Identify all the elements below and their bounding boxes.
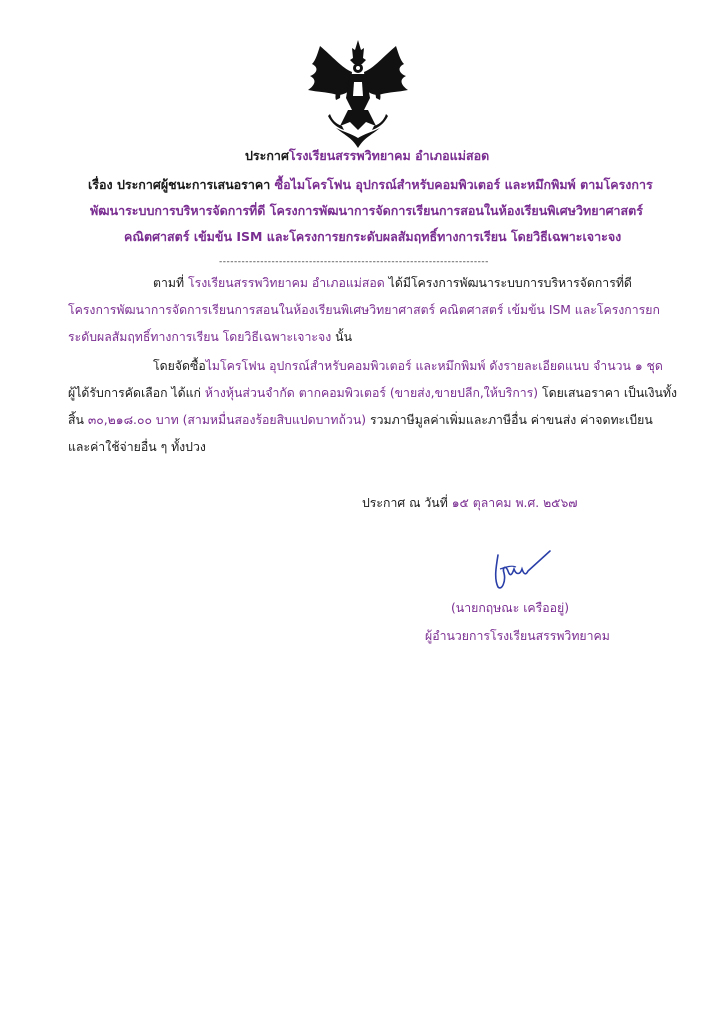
announce-date: ๑๕ ตุลาคม พ.ศ. ๒๕๖๗ bbox=[451, 496, 578, 510]
signature-icon bbox=[480, 545, 560, 593]
separator-line: ------------------------------------------------------------------------ bbox=[219, 257, 489, 267]
para2-line-2-a: ผู้ได้รับการคัดเลือก ได้แก่ bbox=[68, 386, 201, 400]
signer-name: (นายกฤษณะ เครืออยู่) bbox=[451, 601, 570, 615]
subject-line-1-text: ซื้อไมโครโฟน อุปกรณ์สำหรับคอมพิวเตอร์ และหมึกพิมพ์ ตามโครงการ bbox=[274, 177, 653, 192]
para2-line-4: และค่าใช้จ่ายอื่น ๆ ทั้งปวง bbox=[68, 440, 206, 454]
para1-intro: ตามที่ bbox=[153, 276, 185, 290]
para2-line-3 bbox=[68, 411, 653, 430]
para1-school: โรงเรียนสรรพวิทยาคม อำเภอแม่สอด bbox=[188, 276, 385, 290]
para2-intro: โดยจัดซื้อ bbox=[153, 359, 206, 373]
para2-line-3-b: รวมภาษีมูลค่าเพิ่มและภาษีอื่น ค่าขนส่ง ค่าจดทะเบียน bbox=[369, 413, 653, 427]
para1-rest: ได้มีโครงการพัฒนาระบบการบริหารจัดการที่ดี bbox=[388, 276, 632, 290]
para2-line-2 bbox=[68, 384, 677, 403]
para1-line-3-text: ระดับผลสัมฤทธิ์ทางการเรียน โดยวิธีเฉพาะเจาะจง bbox=[68, 330, 332, 344]
para2-line-2-b: โดยเสนอราคา เป็นเงินทั้ง bbox=[542, 386, 677, 400]
subject-line-2: พัฒนาระบบการบริหารจัดการที่ดี โครงการพัฒนาการจัดการเรียนการสอนในห้องเรียนพิเศษวิทยาศาสตร์ bbox=[90, 203, 643, 218]
para2-amount: ๓๐,๒๑๘.๐๐ บาท (สามหมื่นสองร้อยสิบแปดบาทถ้วน) bbox=[87, 413, 367, 427]
para2-line-1 bbox=[153, 357, 663, 376]
title-school: โรงเรียนสรรพวิทยาคม อำเภอแม่สอด bbox=[288, 148, 490, 163]
announcement-title bbox=[245, 146, 489, 166]
para1-line-3-end: นั้น bbox=[335, 330, 352, 344]
subject-line-3: คณิตศาสตร์ เข้มข้น ISM และโครงการยกระดับผลสัมฤทธิ์ทางการเรียน โดยวิธีเฉพาะเจาะจง bbox=[124, 229, 622, 244]
para1-line-1 bbox=[153, 274, 632, 293]
para1-line-3 bbox=[68, 328, 352, 347]
announce-date-line bbox=[362, 494, 578, 513]
para2-vendor: ห้างหุ้นส่วนจำกัด ตากคอมพิวเตอร์ (ขายส่ง,ขายปลีก,ให้บริการ) bbox=[204, 386, 539, 400]
para1-line-2: โครงการพัฒนาการจัดการเรียนการสอนในห้องเรียนพิเศษวิทยาศาสตร์ คณิตศาสตร์ เข้มข้น ISM และโครงการยก bbox=[68, 303, 660, 317]
subject-line-1 bbox=[88, 175, 653, 195]
signer-position: ผู้อำนวยการโรงเรียนสรรพวิทยาคม bbox=[425, 629, 610, 643]
title-prefix: ประกาศ bbox=[245, 148, 289, 163]
announce-label: ประกาศ ณ วันที่ bbox=[362, 496, 448, 510]
subject-label: เรื่อง ประกาศผู้ชนะการเสนอราคา bbox=[88, 177, 271, 192]
para2-item: ไมโครโฟน อุปกรณ์สำหรับคอมพิวเตอร์ และหมึกพิมพ์ ดังรายละเอียดแนบ จำนวน ๑ ชุด bbox=[205, 359, 663, 373]
para2-line-3-a: สิ้น bbox=[68, 413, 84, 427]
garuda-emblem-icon bbox=[306, 38, 410, 150]
